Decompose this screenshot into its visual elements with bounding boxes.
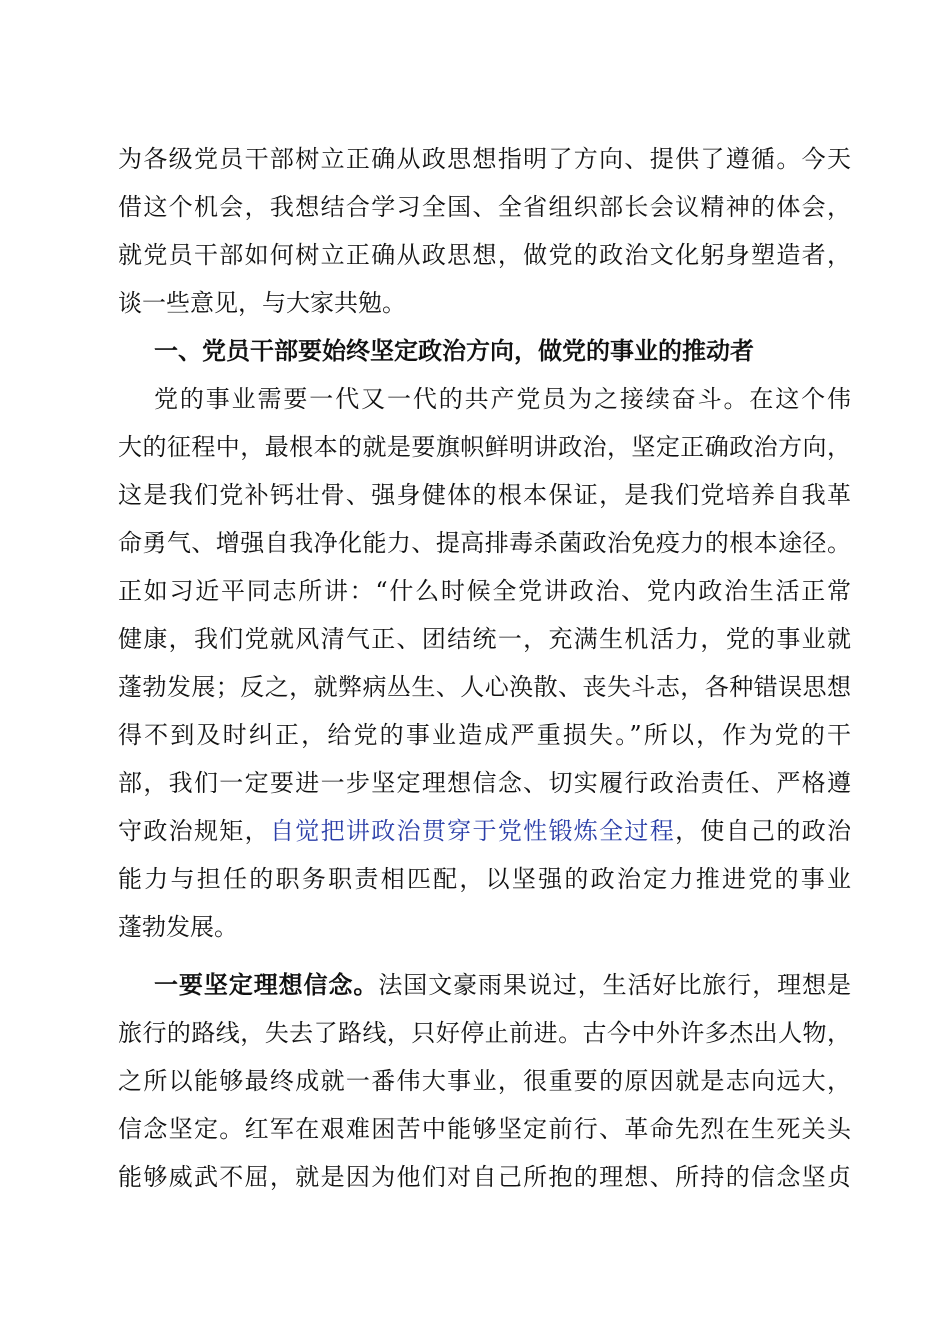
- text-line: 为各级党员干部树立正确从政思想指明了方向、提供了遵循。今天: [118, 145, 851, 173]
- section-heading: 一、党员干部要始终坚定政治方向，做党的事业的推动者: [154, 336, 754, 365]
- text-line: 蓬勃发展。: [118, 913, 238, 941]
- paragraph-political-direction: [118, 375, 851, 951]
- text-line: 之所以能够最终成就一番伟大事业，很重要的原因就是志向远大，: [118, 1067, 851, 1095]
- text-line: 命勇气、增强自我净化能力、提高排毒杀菌政治免疫力的根本途径。: [118, 529, 851, 557]
- text-line: 蓬勃发展；反之，就弊病丛生、人心涣散、丧失斗志，各种错误思想: [118, 673, 851, 701]
- document-page: [118, 135, 851, 1201]
- text-line: 健康，我们党就风清气正、团结统一，充满生机活力，党的事业就: [118, 625, 851, 653]
- text-line: 借这个机会，我想结合学习全国、全省组织部长会议精神的体会，: [118, 193, 851, 221]
- paragraph-intro: [118, 135, 851, 327]
- text-line: 得不到及时纠正，给党的事业造成严重损失。”所以，作为党的干: [118, 721, 851, 749]
- text-segment: 守政治规矩，: [118, 817, 270, 845]
- highlighted-link-text[interactable]: 自觉把讲政治贯穿于党性锻炼全过程: [269, 817, 676, 845]
- text-line: 谈一些意见，与大家共勉。: [118, 289, 406, 317]
- text-line: 就党员干部如何树立正确从政思想，做党的政治文化躬身塑造者，: [118, 241, 851, 269]
- paragraph-gap: [118, 951, 851, 961]
- text-line: 旅行的路线，失去了路线，只好停止前进。古今中外许多杰出人物，: [118, 1019, 851, 1047]
- text-line-with-link: [118, 807, 851, 855]
- paragraph-ideals: [118, 961, 851, 1201]
- text-segment: ，使自己的政治: [675, 817, 851, 845]
- text-line-with-lead: [118, 961, 851, 1009]
- text-line: 部，我们一定要进一步坚定理想信念、切实履行政治责任、严格遵: [118, 769, 851, 797]
- text-line: 正如习近平同志所讲：“什么时候全党讲政治、党内政治生活正常: [118, 577, 851, 605]
- text-line: 党的事业需要一代又一代的共产党员为之接续奋斗。在这个伟: [154, 385, 851, 413]
- text-line: 信念坚定。红军在艰难困苦中能够坚定前行、革命先烈在生死关头: [118, 1115, 851, 1143]
- text-line: 能力与担任的职务职责相匹配，以坚强的政治定力推进党的事业: [118, 865, 851, 893]
- text-line: 这是我们党补钙壮骨、强身健体的根本保证，是我们党培养自我革: [118, 481, 851, 509]
- text-line: 能够威武不屈，就是因为他们对自己所抱的理想、所持的信念坚贞: [118, 1163, 851, 1191]
- bold-lead-text: 一要坚定理想信念。: [154, 970, 379, 999]
- text-line: 大的征程中，最根本的就是要旗帜鲜明讲政治，坚定正确政治方向，: [118, 433, 851, 461]
- text-segment: 法国文豪雨果说过，生活好比旅行，理想是: [378, 971, 851, 999]
